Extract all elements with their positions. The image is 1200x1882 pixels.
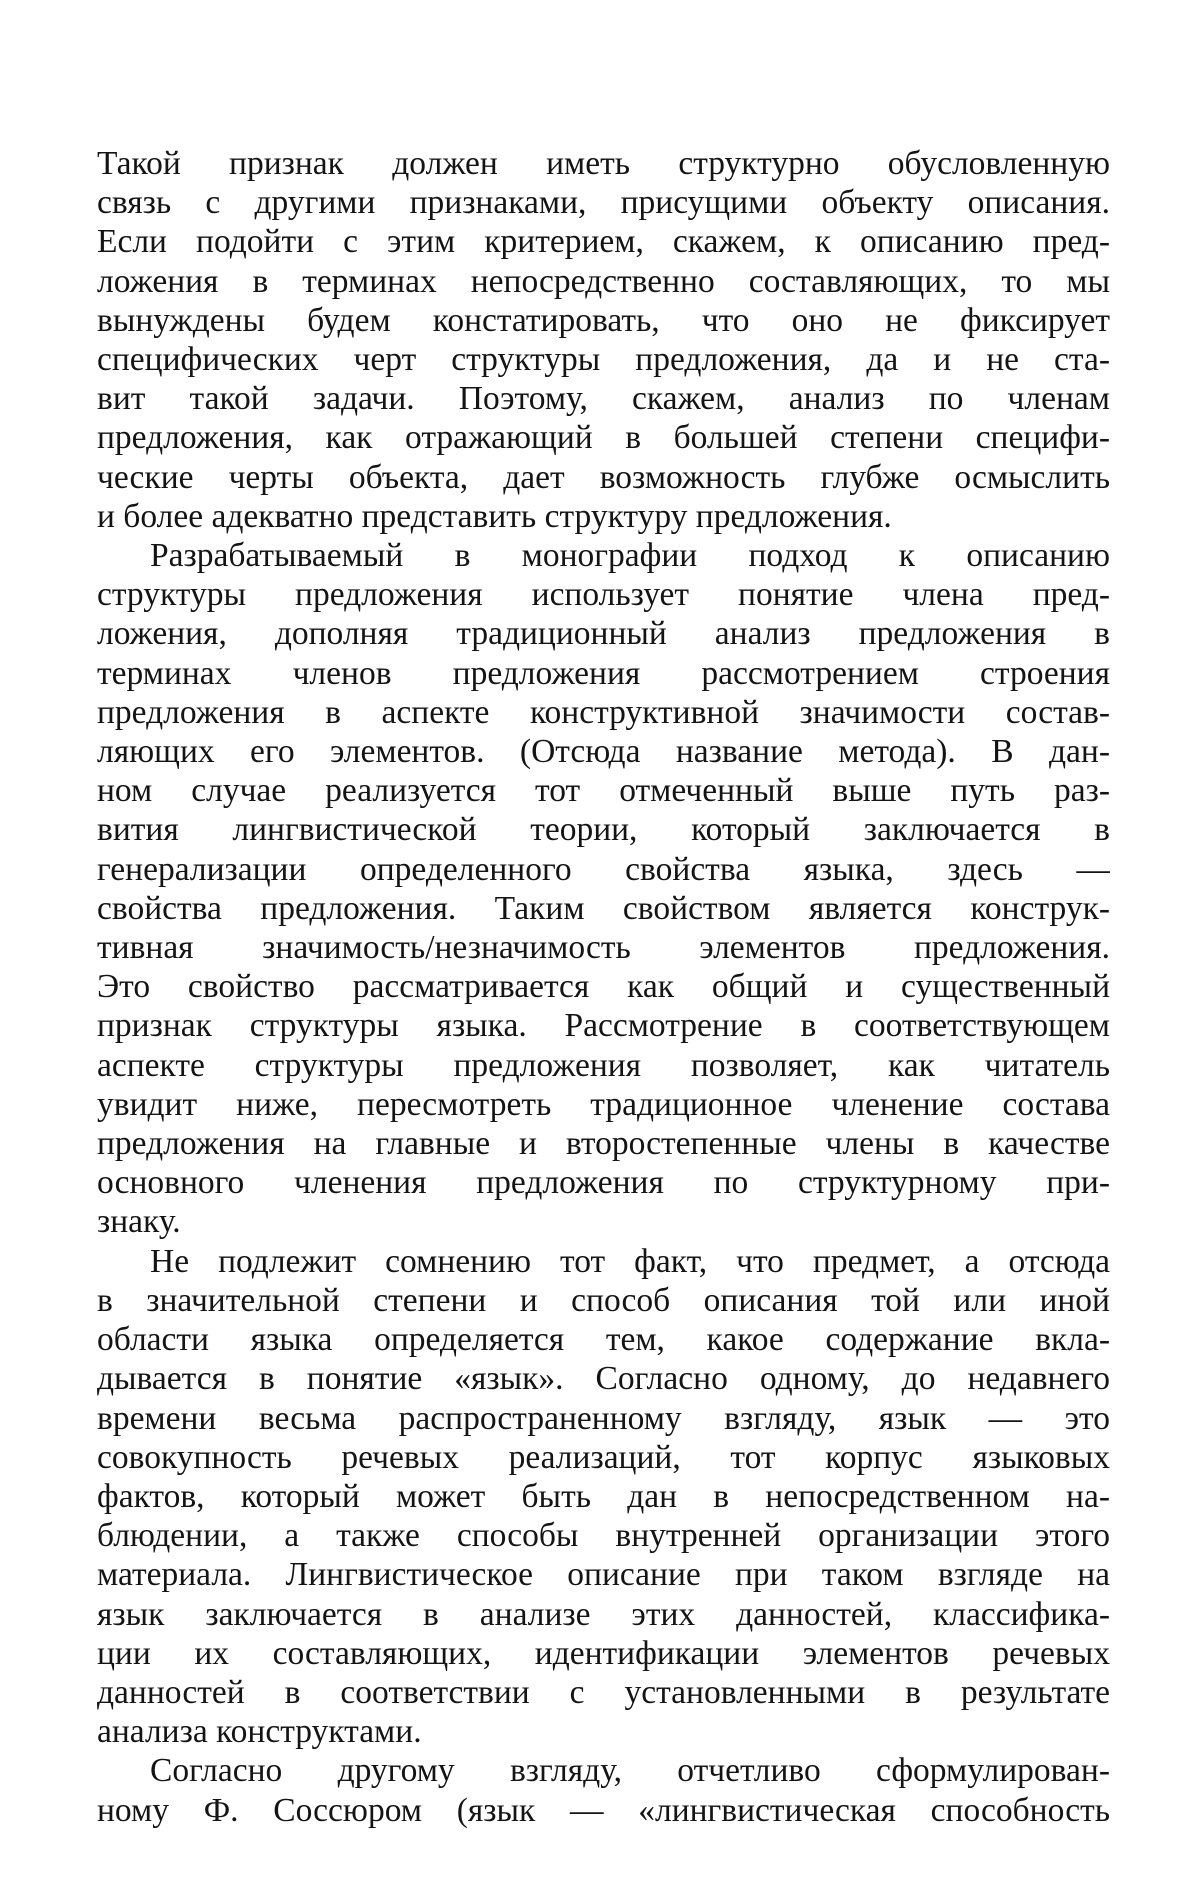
paragraph [97, 1242, 1110, 1752]
text-line: блюдении, а также способы внутренней организации этого [97, 1517, 1110, 1555]
text-line: аспекте структуры предложения позволяет, как читатель [97, 1046, 1110, 1084]
text-line: язык заключается в анализе этих данностей, классифика- [97, 1595, 1110, 1633]
text-body [97, 144, 1110, 1830]
text-line: ном случае реализуется тот отмеченный выше путь раз- [97, 772, 1110, 810]
text-line: Это свойство рассматривается как общий и существенный [97, 968, 1110, 1006]
text-line: анализа конструктами. [97, 1713, 422, 1751]
text-line: предложения, как отражающий в большей степени специфи- [97, 419, 1110, 457]
text-line: ческие черты объекта, дает возможность глубже осмыслить [97, 458, 1110, 496]
text-line: материала. Лингвистическое описание при таком взгляде на [97, 1556, 1110, 1594]
text-line: предложения в аспекте конструктивной значимости состав- [97, 693, 1110, 731]
text-line: времени весьма распространенному взгляду, язык — это [97, 1399, 1110, 1437]
paragraph [97, 536, 1110, 1242]
text-line: терминах членов предложения рассмотрением строения [97, 654, 1110, 692]
text-line: ложения, дополняя традиционный анализ предложения в [97, 615, 1110, 653]
text-line: ляющих его элементов. (Отсюда название метода). В дан- [97, 733, 1110, 771]
text-line: специфических черт структуры предложения, да и не ста- [97, 341, 1110, 379]
text-line: вит такой задачи. Поэтому, скажем, анализ по членам [97, 380, 1110, 418]
text-line: свойства предложения. Таким свойством является конструк- [97, 889, 1110, 927]
text-line: знаку. [97, 1203, 181, 1241]
text-line: данностей в соответствии с установленными в результате [97, 1673, 1110, 1711]
text-line: вития лингвистической теории, который заключается в [97, 811, 1110, 849]
text-line: Если подойти с этим критерием, скажем, к описанию пред- [97, 223, 1110, 261]
text-line: Разрабатываемый в монографии подход к описанию [150, 537, 1110, 575]
text-line: фактов, который может быть дан в непосредственном на- [97, 1477, 1110, 1515]
text-line: Такой признак должен иметь структурно обусловленную [97, 145, 1110, 182]
text-line: области языка определяется тем, какое содержание вкла- [97, 1321, 1110, 1359]
text-line: дывается в понятие «язык». Согласно одному, до недавнего [97, 1360, 1110, 1398]
text-line: в значительной степени и способ описания той или иной [97, 1281, 1110, 1319]
text-line: увидит ниже, пересмотреть традиционное членение состава [97, 1085, 1110, 1123]
document-page [97, 144, 1110, 1830]
text-line: Не подлежит сомнению тот факт, что предмет, а отсюда [150, 1242, 1110, 1280]
text-line: генерализации определенного свойства языка, здесь — [97, 850, 1110, 888]
text-line: связь с другими признаками, присущими объекту описания. [97, 184, 1110, 222]
text-line: структуры предложения использует понятие члена пред- [97, 576, 1110, 614]
text-line: предложения на главные и второстепенные члены в качестве [97, 1125, 1110, 1163]
text-line: ному Ф. Соссюром (язык — «лингвистическая способность [97, 1791, 1110, 1829]
paragraph [97, 1751, 1110, 1829]
text-line: основного членения предложения по структурному при- [97, 1164, 1110, 1202]
text-line: ции их составляющих, идентификации элементов речевых [97, 1634, 1110, 1672]
text-line: признак структуры языка. Рассмотрение в соответствующем [97, 1007, 1110, 1045]
text-line: вынуждены будем констатировать, что оно не фиксирует [97, 301, 1110, 339]
text-line: ложения в терминах непосредственно составляющих, то мы [97, 262, 1110, 300]
text-line: Согласно другому взгляду, отчетливо сформулирован- [150, 1752, 1110, 1790]
text-line: совокупность речевых реализаций, тот корпус языковых [97, 1438, 1110, 1476]
text-line: тивная значимость/незначимость элементов предложения. [97, 929, 1110, 967]
paragraph [97, 144, 1110, 536]
text-line: и более адекватно представить структуру предложения. [97, 497, 892, 535]
